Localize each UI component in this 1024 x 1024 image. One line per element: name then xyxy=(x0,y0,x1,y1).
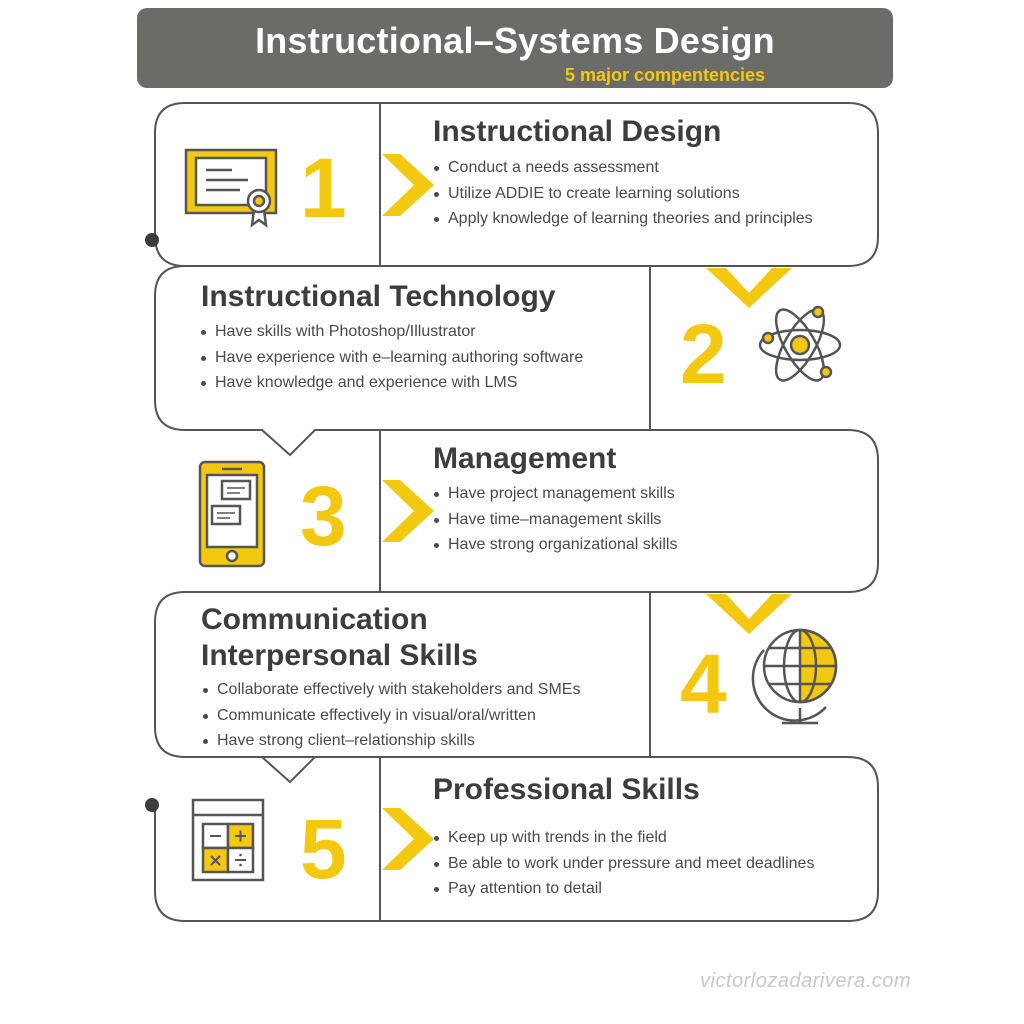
certificate-icon xyxy=(186,150,276,225)
list-item: Conduct a needs assessment xyxy=(434,155,813,181)
list-item: Have experience with e–learning authoring software xyxy=(201,345,583,371)
section-3-bullets xyxy=(434,481,677,558)
connector-dot-top xyxy=(145,233,159,247)
chevron-down-2 xyxy=(706,268,792,308)
section-1-bullets xyxy=(434,155,813,232)
section-5-bullets xyxy=(434,825,814,902)
list-item: Apply knowledge of learning theories and principles xyxy=(434,206,813,232)
page-subtitle: 5 major compentencies xyxy=(564,65,766,85)
chevron-down-4 xyxy=(706,594,792,634)
connector-line-top xyxy=(155,103,185,238)
atom-icon xyxy=(760,303,840,387)
chevron-right-5 xyxy=(382,808,434,870)
chevron-right-3 xyxy=(382,480,434,542)
number-1: 1 xyxy=(300,141,347,235)
number-5: 5 xyxy=(300,802,347,896)
section-4-title-line1: Communication xyxy=(201,603,428,636)
tablet-icon xyxy=(200,462,264,566)
section-4-title-line2: Interpersonal Skills xyxy=(201,639,478,672)
section-2-title: Instructional Technology xyxy=(201,280,556,313)
chevron-right-1 xyxy=(382,154,434,216)
number-4: 4 xyxy=(680,637,727,731)
list-item: Have strong client–relationship skills xyxy=(203,728,580,754)
calculator-icon xyxy=(193,800,263,880)
connector-dot-bottom xyxy=(145,798,159,812)
list-item: Have project management skills xyxy=(434,481,677,507)
list-item: Have skills with Photoshop/Illustrator xyxy=(201,319,583,345)
list-item: Pay attention to detail xyxy=(434,876,814,902)
section-4-bullets xyxy=(203,677,580,754)
list-item: Have knowledge and experience with LMS xyxy=(201,370,583,396)
list-item: Keep up with trends in the field xyxy=(434,825,814,851)
list-item: Communicate effectively in visual/oral/written xyxy=(203,703,580,729)
list-item: Have strong organizational skills xyxy=(434,532,677,558)
section-1-title: Instructional Design xyxy=(433,115,722,148)
page-title: Instructional–Systems Design xyxy=(255,20,775,61)
section-2-bullets xyxy=(201,319,583,396)
section-3-title: Management xyxy=(433,442,617,475)
section-5-title: Professional Skills xyxy=(433,773,700,806)
list-item: Have time–management skills xyxy=(434,507,677,533)
globe-icon xyxy=(753,630,836,723)
footer-credit: victorlozadarivera.com xyxy=(700,970,912,992)
list-item: Be able to work under pressure and meet deadlines xyxy=(434,851,814,877)
number-2: 2 xyxy=(680,307,727,401)
list-item: Collaborate effectively with stakeholders and SMEs xyxy=(203,677,580,703)
list-item: Utilize ADDIE to create learning solutions xyxy=(434,181,813,207)
number-3: 3 xyxy=(300,469,347,563)
